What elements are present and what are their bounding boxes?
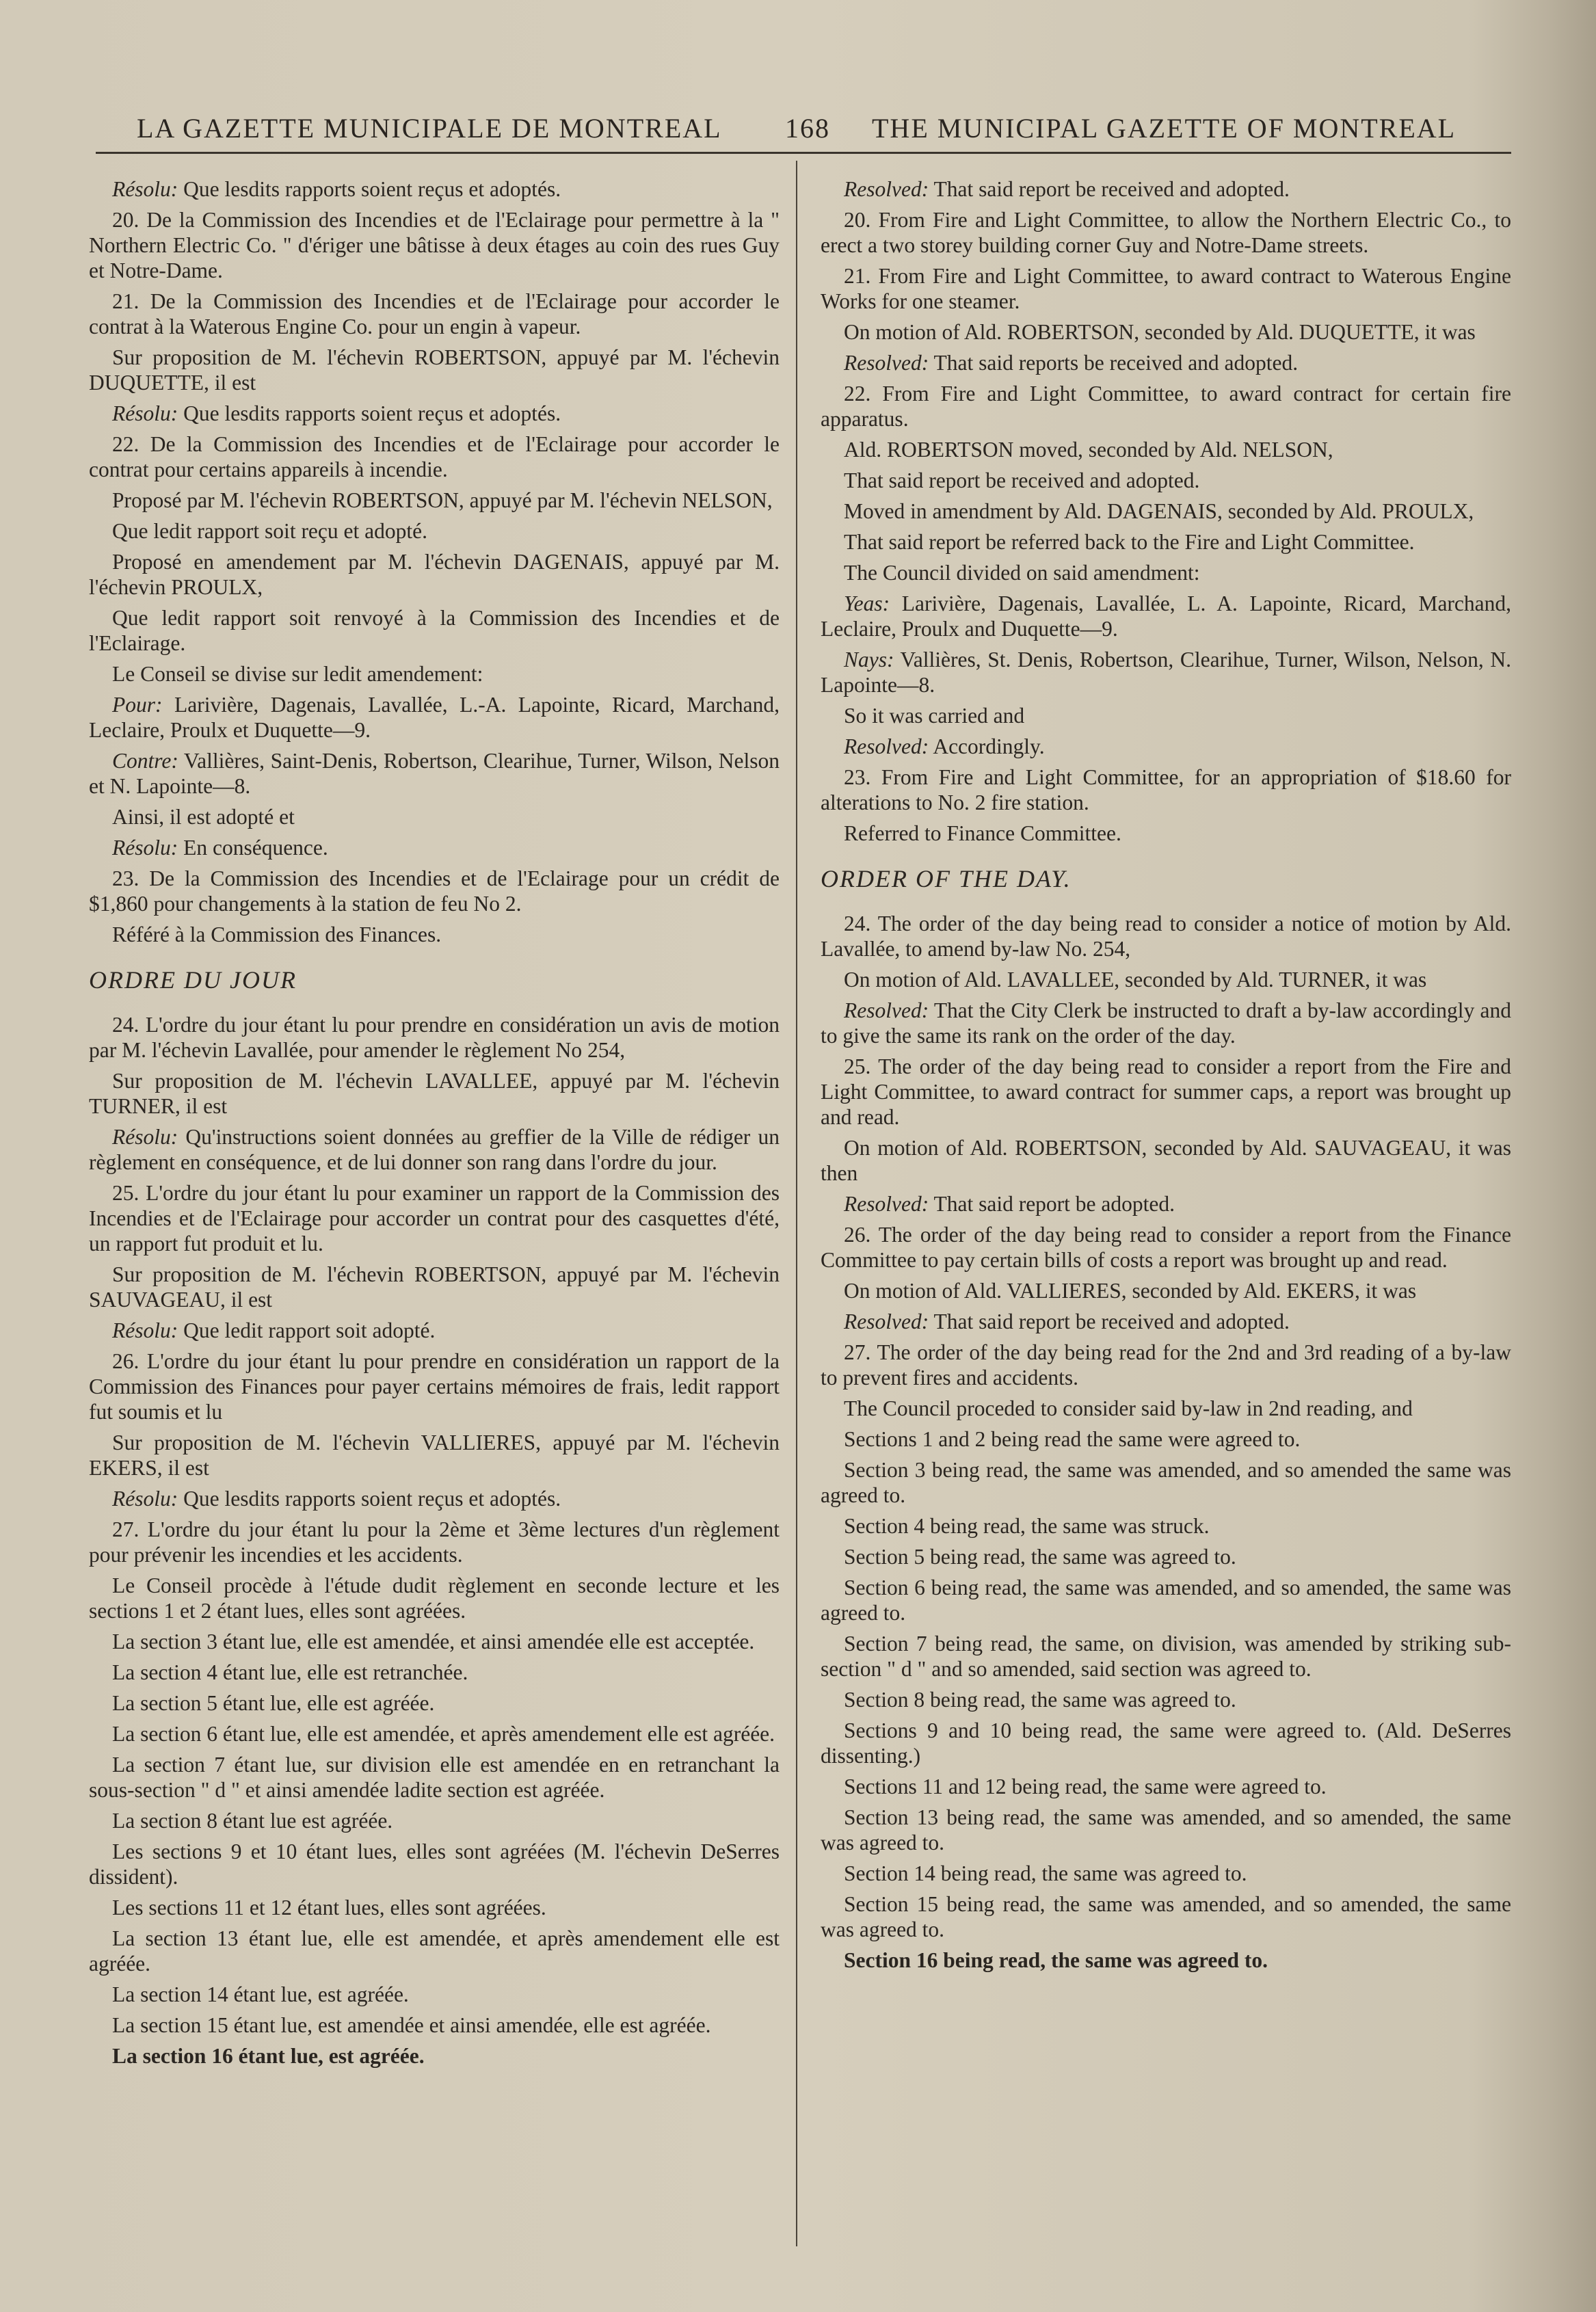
english-paragraph xyxy=(821,703,1511,728)
english-paragraph-text: Ald. ROBERTSON moved, seconded by Ald. NELSON, xyxy=(844,438,1333,462)
english-paragraph xyxy=(821,1544,1511,1569)
french-paragraph-text: 27. L'ordre du jour étant lu pour la 2ème et 3ème lectures d'un règlement pour prévenir les incendies et les accidents. xyxy=(89,1517,780,1567)
french-paragraph xyxy=(89,1430,780,1480)
english-paragraph-text: Section 16 being read, the same was agreed to. xyxy=(844,1948,1268,1972)
english-paragraph xyxy=(821,1191,1511,1217)
french-paragraph-text: Sur proposition de M. l'échevin VALLIERES, appuyé par M. l'échevin EKERS, il est xyxy=(89,1431,780,1480)
french-paragraph-text: Que ledit rapport soit adopté. xyxy=(178,1318,436,1342)
english-paragraph-text: 23. From Fire and Light Committee, for an appropriation of $18.60 for alterations to No. 2 fire station. xyxy=(821,765,1511,814)
french-paragraph xyxy=(89,207,780,283)
french-paragraph-text: La section 7 étant lue, sur division elle est amendée en en retranchant la sous-section " d " et ainsi amendée ladite section est agréée. xyxy=(89,1753,780,1802)
french-paragraph xyxy=(89,1486,780,1511)
french-paragraph-text: Que ledit rapport soit reçu et adopté. xyxy=(112,519,427,543)
english-paragraph-text: On motion of Ald. VALLIERES, seconded by Ald. EKERS, it was xyxy=(844,1279,1417,1303)
english-paragraph xyxy=(821,560,1511,585)
english-section-title: ORDER OF THE DAY. xyxy=(821,865,1072,892)
french-paragraph xyxy=(89,401,780,426)
french-paragraph-text: La section 5 étant lue, elle est agréée. xyxy=(112,1691,435,1715)
french-paragraph xyxy=(89,1573,780,1623)
french-paragraph xyxy=(89,1690,780,1716)
english-paragraph-text: Referred to Finance Committee. xyxy=(844,821,1121,845)
english-paragraph-text: Accordingly. xyxy=(929,734,1045,758)
french-paragraph-text: Référé à la Commission des Finances. xyxy=(112,922,442,946)
english-paragraph xyxy=(821,437,1511,462)
english-paragraph-text: The Council proceded to consider said by-law in 2nd reading, and xyxy=(844,1396,1413,1420)
english-paragraph xyxy=(821,967,1511,992)
english-paragraph xyxy=(821,319,1511,345)
french-paragraph-text: Que lesdits rapports soient reçus et adoptés. xyxy=(178,1487,561,1511)
french-paragraph-text: Ainsi, il est adopté et xyxy=(112,805,295,829)
french-paragraph-lead: Contre: xyxy=(112,749,178,773)
french-column xyxy=(89,176,780,2074)
english-paragraph-text: That said report be adopted. xyxy=(929,1192,1175,1216)
english-paragraph xyxy=(821,591,1511,641)
french-paragraph-lead: Résolu: xyxy=(112,1487,178,1511)
english-paragraph-text: Section 6 being read, the same was amended, and so amended, the same was agreed to. xyxy=(821,1576,1511,1625)
english-paragraph xyxy=(821,998,1511,1048)
english-paragraph xyxy=(821,381,1511,431)
french-paragraph xyxy=(89,2012,780,2038)
header-french-title: LA GAZETTE MUNICIPALE DE MONTREAL xyxy=(137,113,722,144)
english-paragraph-text: Section 5 being read, the same was agreed to. xyxy=(844,1545,1236,1569)
french-paragraph xyxy=(89,1982,780,2007)
french-paragraph-text: La section 8 étant lue est agréée. xyxy=(112,1809,393,1833)
french-paragraph-text: La section 15 étant lue, est amendée et ainsi amendée, elle est agréée. xyxy=(112,2013,711,2037)
english-paragraph-text: 25. The order of the day being read to consider a report from the Fire and Light Committee, to award contract for summer caps, a report was brought up and read. xyxy=(821,1054,1511,1129)
french-paragraph-text: 21. De la Commission des Incendies et de l'Eclairage pour accorder le contrat à la Waterous Engine Co. pour un engin à vapeur. xyxy=(89,289,780,338)
english-paragraph xyxy=(821,1222,1511,1273)
english-paragraph xyxy=(821,1054,1511,1130)
english-paragraph xyxy=(821,529,1511,555)
french-paragraph xyxy=(89,661,780,687)
french-paragraph-text: La section 16 étant lue, est agréée. xyxy=(112,2044,425,2068)
english-paragraph xyxy=(821,1891,1511,1942)
english-paragraph-text: That said report be referred back to the Fire and Light Committee. xyxy=(844,530,1415,554)
french-paragraph-text: 22. De la Commission des Incendies et de l'Eclairage pour accorder le contrat pour certains appareils à incendie. xyxy=(89,432,780,481)
french-paragraph xyxy=(89,804,780,829)
french-paragraph xyxy=(89,1262,780,1312)
english-paragraph-text: 24. The order of the day being read to consider a notice of motion by Ald. Lavallée, to amend by-law No. 254, xyxy=(821,912,1511,961)
english-paragraph-text: So it was carried and xyxy=(844,704,1025,728)
page-number: 168 xyxy=(785,113,830,144)
french-paragraph-text: En conséquence. xyxy=(178,836,328,860)
english-paragraph-text: 26. The order of the day being read to consider a report from the Finance Committee to pay certain bills of costs a report was brought up and read. xyxy=(821,1223,1511,1272)
french-paragraph xyxy=(89,431,780,482)
english-paragraph xyxy=(821,263,1511,314)
english-paragraph xyxy=(821,1426,1511,1452)
french-paragraph xyxy=(89,1895,780,1920)
french-paragraph-lead: Résolu: xyxy=(112,1318,178,1342)
french-paragraph xyxy=(89,518,780,544)
french-paragraph-text: La section 14 étant lue, est agréée. xyxy=(112,1982,409,2006)
french-paragraph xyxy=(89,1839,780,1889)
english-paragraph-text: Moved in amendment by Ald. DAGENAIS, seconded by Ald. PROULX, xyxy=(844,499,1474,523)
french-paragraph xyxy=(89,2043,780,2069)
french-paragraph-text: Larivière, Dagenais, Lavallée, L.-A. Lapointe, Ricard, Marchand, Leclaire, Proulx et Duquette—9. xyxy=(89,693,780,742)
header-rule xyxy=(96,152,1511,154)
french-paragraph xyxy=(89,488,780,513)
english-paragraph xyxy=(821,911,1511,961)
french-paragraph xyxy=(89,1318,780,1343)
french-paragraph xyxy=(89,692,780,743)
english-paragraph-text: Section 3 being read, the same was amended, and so amended the same was agreed to. xyxy=(821,1458,1511,1507)
english-paragraph xyxy=(821,1340,1511,1390)
english-column xyxy=(821,176,1511,1978)
english-paragraph-text: On motion of Ald. ROBERTSON, seconded by Ald. SAUVAGEAU, it was then xyxy=(821,1136,1511,1185)
french-paragraph xyxy=(89,748,780,799)
column-divider xyxy=(796,161,797,2246)
english-paragraph xyxy=(821,1513,1511,1539)
english-paragraph xyxy=(821,1805,1511,1855)
english-paragraph xyxy=(821,176,1511,202)
french-paragraph-text: Proposé par M. l'échevin ROBERTSON, appuyé par M. l'échevin NELSON, xyxy=(112,488,773,512)
english-paragraph-text: Section 7 being read, the same, on division, was amended by striking sub-section " d " and so amended, said section was agreed to. xyxy=(821,1632,1511,1681)
english-paragraph-lead: Resolved: xyxy=(844,734,929,758)
french-paragraph xyxy=(89,835,780,860)
french-paragraph-text: Que lesdits rapports soient reçus et adoptés. xyxy=(178,401,561,425)
english-paragraph xyxy=(821,647,1511,697)
french-paragraph xyxy=(89,1721,780,1746)
english-paragraph-text: The Council divided on said amendment: xyxy=(844,561,1200,585)
header-english-title: THE MUNICIPAL GAZETTE OF MONTREAL xyxy=(872,113,1457,144)
french-paragraph-lead: Pour: xyxy=(112,693,163,717)
english-paragraph xyxy=(821,1278,1511,1303)
english-paragraph-lead: Yeas: xyxy=(844,592,890,615)
page-header xyxy=(96,103,1511,150)
french-paragraph-text: 25. L'ordre du jour étant lu pour examiner un rapport de la Commission des Incendies et de l'Eclairage pour accorder un contrat pour des casquettes d'été, un rapport fut produit et lu. xyxy=(89,1181,780,1255)
english-paragraph-text: Vallières, St. Denis, Robertson, Clearihue, Turner, Wilson, Nelson, N. Lapointe—8. xyxy=(821,648,1511,697)
french-paragraph-text: La section 4 étant lue, elle est retranchée. xyxy=(112,1660,468,1684)
english-paragraph xyxy=(821,1631,1511,1682)
french-paragraph-text: 26. L'ordre du jour étant lu pour prendre en considération un rapport de la Commission des Finances pour payer certains mémoires de frais, ledit rapport fut soumis et lu xyxy=(89,1349,780,1424)
english-paragraph-lead: Resolved: xyxy=(844,1310,929,1333)
french-paragraph-text: Le Conseil se divise sur ledit amendement: xyxy=(112,662,483,686)
french-paragraph xyxy=(89,1517,780,1567)
french-paragraph xyxy=(89,1348,780,1424)
french-paragraph-lead: Résolu: xyxy=(112,177,178,201)
english-paragraph-text: 27. The order of the day being read for the 2nd and 3rd reading of a by-law to prevent fires and accidents. xyxy=(821,1340,1511,1390)
french-paragraph-text: La section 3 étant lue, elle est amendée, et ainsi amendée elle est acceptée. xyxy=(112,1630,755,1653)
english-paragraph xyxy=(821,1309,1511,1334)
english-paragraph-lead: Resolved: xyxy=(844,351,929,375)
french-paragraph-text: Le Conseil procède à l'étude dudit règlement en seconde lecture et les sections 1 et 2 étant lues, elles sont agréées. xyxy=(89,1573,780,1623)
french-paragraph xyxy=(89,549,780,600)
english-paragraph-text: 21. From Fire and Light Committee, to award contract to Waterous Engine Works for one steamer. xyxy=(821,264,1511,313)
english-paragraph xyxy=(821,468,1511,493)
english-paragraph-text: That said report be received and adopted. xyxy=(929,177,1290,201)
english-paragraph-text: Sections 11 and 12 being read, the same were agreed to. xyxy=(844,1775,1327,1798)
french-paragraph xyxy=(89,1808,780,1833)
french-paragraph xyxy=(89,1124,780,1175)
english-paragraph-text: On motion of Ald. LAVALLEE, seconded by Ald. TURNER, it was xyxy=(844,968,1427,992)
english-paragraph xyxy=(821,821,1511,846)
french-paragraph-text: Qu'instructions soient données au greffier de la Ville de rédiger un règlement en conséquence, et de lui donner son rang dans l'ordre du jour. xyxy=(89,1125,780,1174)
french-paragraph xyxy=(89,866,780,916)
french-paragraph xyxy=(89,345,780,395)
french-paragraph xyxy=(89,1926,780,1976)
french-paragraph xyxy=(89,1180,780,1256)
french-paragraph-text: Les sections 11 et 12 étant lues, elles sont agréées. xyxy=(112,1896,546,1919)
english-paragraph xyxy=(821,207,1511,258)
english-paragraph-lead: Resolved: xyxy=(844,998,929,1022)
english-paragraph-text: That the City Clerk be instructed to draft a by-law accordingly and to give the same its rank on the order of the day. xyxy=(821,998,1511,1048)
english-paragraph-text: 20. From Fire and Light Committee, to allow the Northern Electric Co., to erect a two storey building corner Guy and Notre-Dame streets. xyxy=(821,208,1511,257)
english-paragraph-text: Section 13 being read, the same was amended, and so amended, the same was agreed to. xyxy=(821,1805,1511,1855)
french-paragraph-text: Vallières, Saint-Denis, Robertson, Clearihue, Turner, Wilson, Nelson et N. Lapointe—8. xyxy=(89,749,780,798)
english-paragraph-text: Larivière, Dagenais, Lavallée, L. A. Lapointe, Ricard, Marchand, Leclaire, Proulx and Duquette—9. xyxy=(821,592,1511,641)
english-paragraph xyxy=(821,499,1511,524)
french-paragraph xyxy=(89,922,780,947)
french-paragraph-text: Sur proposition de M. l'échevin ROBERTSON, appuyé par M. l'échevin DUQUETTE, il est xyxy=(89,345,780,395)
english-paragraph xyxy=(821,734,1511,759)
english-paragraph xyxy=(821,765,1511,815)
english-paragraph xyxy=(821,1774,1511,1799)
french-section-title: ORDRE DU JOUR xyxy=(89,966,297,994)
french-paragraph-text: 20. De la Commission des Incendies et de l'Eclairage pour permettre à la " Northern Electric Co. " d'ériger une bâtisse à deux étages au coin des rues Guy et Notre-Dame. xyxy=(89,208,780,282)
english-paragraph-text: 22. From Fire and Light Committee, to award contract for certain fire apparatus. xyxy=(821,382,1511,431)
french-paragraph-text: Les sections 9 et 10 étant lues, elles sont agréées (M. l'échevin DeSerres dissident). xyxy=(89,1839,780,1889)
french-paragraph xyxy=(89,289,780,339)
english-paragraph xyxy=(821,1396,1511,1421)
french-paragraph xyxy=(89,1660,780,1685)
english-paragraph-text: Sections 1 and 2 being read the same were agreed to. xyxy=(844,1427,1301,1451)
english-paragraph xyxy=(821,1135,1511,1186)
english-paragraph xyxy=(821,1861,1511,1886)
english-paragraph xyxy=(821,1687,1511,1712)
french-paragraph-text: 24. L'ordre du jour étant lu pour prendre en considération un avis de motion par M. l'échevin Lavallée, pour amender le règlement No 254, xyxy=(89,1013,780,1062)
french-paragraph xyxy=(89,1629,780,1654)
french-paragraph-text: La section 13 étant lue, elle est amendée, et après amendement elle est agréée. xyxy=(89,1926,780,1976)
english-paragraph xyxy=(821,1948,1511,1973)
french-paragraph-text: 23. De la Commission des Incendies et de l'Eclairage pour un crédit de $1,860 pour changements à la station de feu No 2. xyxy=(89,866,780,916)
english-paragraph-text: On motion of Ald. ROBERTSON, seconded by Ald. DUQUETTE, it was xyxy=(844,320,1476,344)
french-paragraph xyxy=(89,1012,780,1063)
english-paragraph xyxy=(821,1718,1511,1768)
french-paragraph-lead: Résolu: xyxy=(112,836,178,860)
french-paragraph xyxy=(89,1068,780,1119)
french-paragraph xyxy=(89,1752,780,1803)
french-paragraph-text: Sur proposition de M. l'échevin ROBERTSON, appuyé par M. l'échevin SAUVAGEAU, il est xyxy=(89,1262,780,1312)
english-paragraph-text: Section 4 being read, the same was struck. xyxy=(844,1514,1210,1538)
french-paragraph xyxy=(89,176,780,202)
english-paragraph-text: Section 14 being read, the same was agreed to. xyxy=(844,1861,1247,1885)
english-paragraph-text: Section 15 being read, the same was amended, and so amended, the same was agreed to. xyxy=(821,1892,1511,1941)
english-paragraph xyxy=(821,1457,1511,1508)
english-paragraph-lead: Nays: xyxy=(844,648,894,672)
english-paragraph-text: That said report be received and adopted. xyxy=(929,1310,1290,1333)
english-paragraph-text: That said reports be received and adopted. xyxy=(929,351,1299,375)
english-paragraph-lead: Resolved: xyxy=(844,1192,929,1216)
english-paragraph-text: Sections 9 and 10 being read, the same were agreed to. (Ald. DeSerres dissenting.) xyxy=(821,1718,1511,1768)
french-paragraph-text: Que ledit rapport soit renvoyé à la Commission des Incendies et de l'Eclairage. xyxy=(89,606,780,655)
english-paragraph-text: Section 8 being read, the same was agreed to. xyxy=(844,1688,1236,1712)
english-paragraph-lead: Resolved: xyxy=(844,177,929,201)
french-paragraph-text: La section 6 étant lue, elle est amendée, et après amendement elle est agréée. xyxy=(112,1722,775,1746)
french-paragraph-lead: Résolu: xyxy=(112,1125,178,1149)
english-paragraph-text: That said report be received and adopted. xyxy=(844,468,1200,492)
english-paragraph xyxy=(821,1575,1511,1625)
french-paragraph-text: Sur proposition de M. l'échevin LAVALLEE, appuyé par M. l'échevin TURNER, il est xyxy=(89,1069,780,1118)
english-paragraph xyxy=(821,350,1511,375)
french-paragraph xyxy=(89,605,780,656)
french-paragraph-text: Que lesdits rapports soient reçus et adoptés. xyxy=(178,177,561,201)
french-paragraph-lead: Résolu: xyxy=(112,401,178,425)
french-paragraph-text: Proposé en amendement par M. l'échevin DAGENAIS, appuyé par M. l'échevin PROULX, xyxy=(89,550,780,599)
